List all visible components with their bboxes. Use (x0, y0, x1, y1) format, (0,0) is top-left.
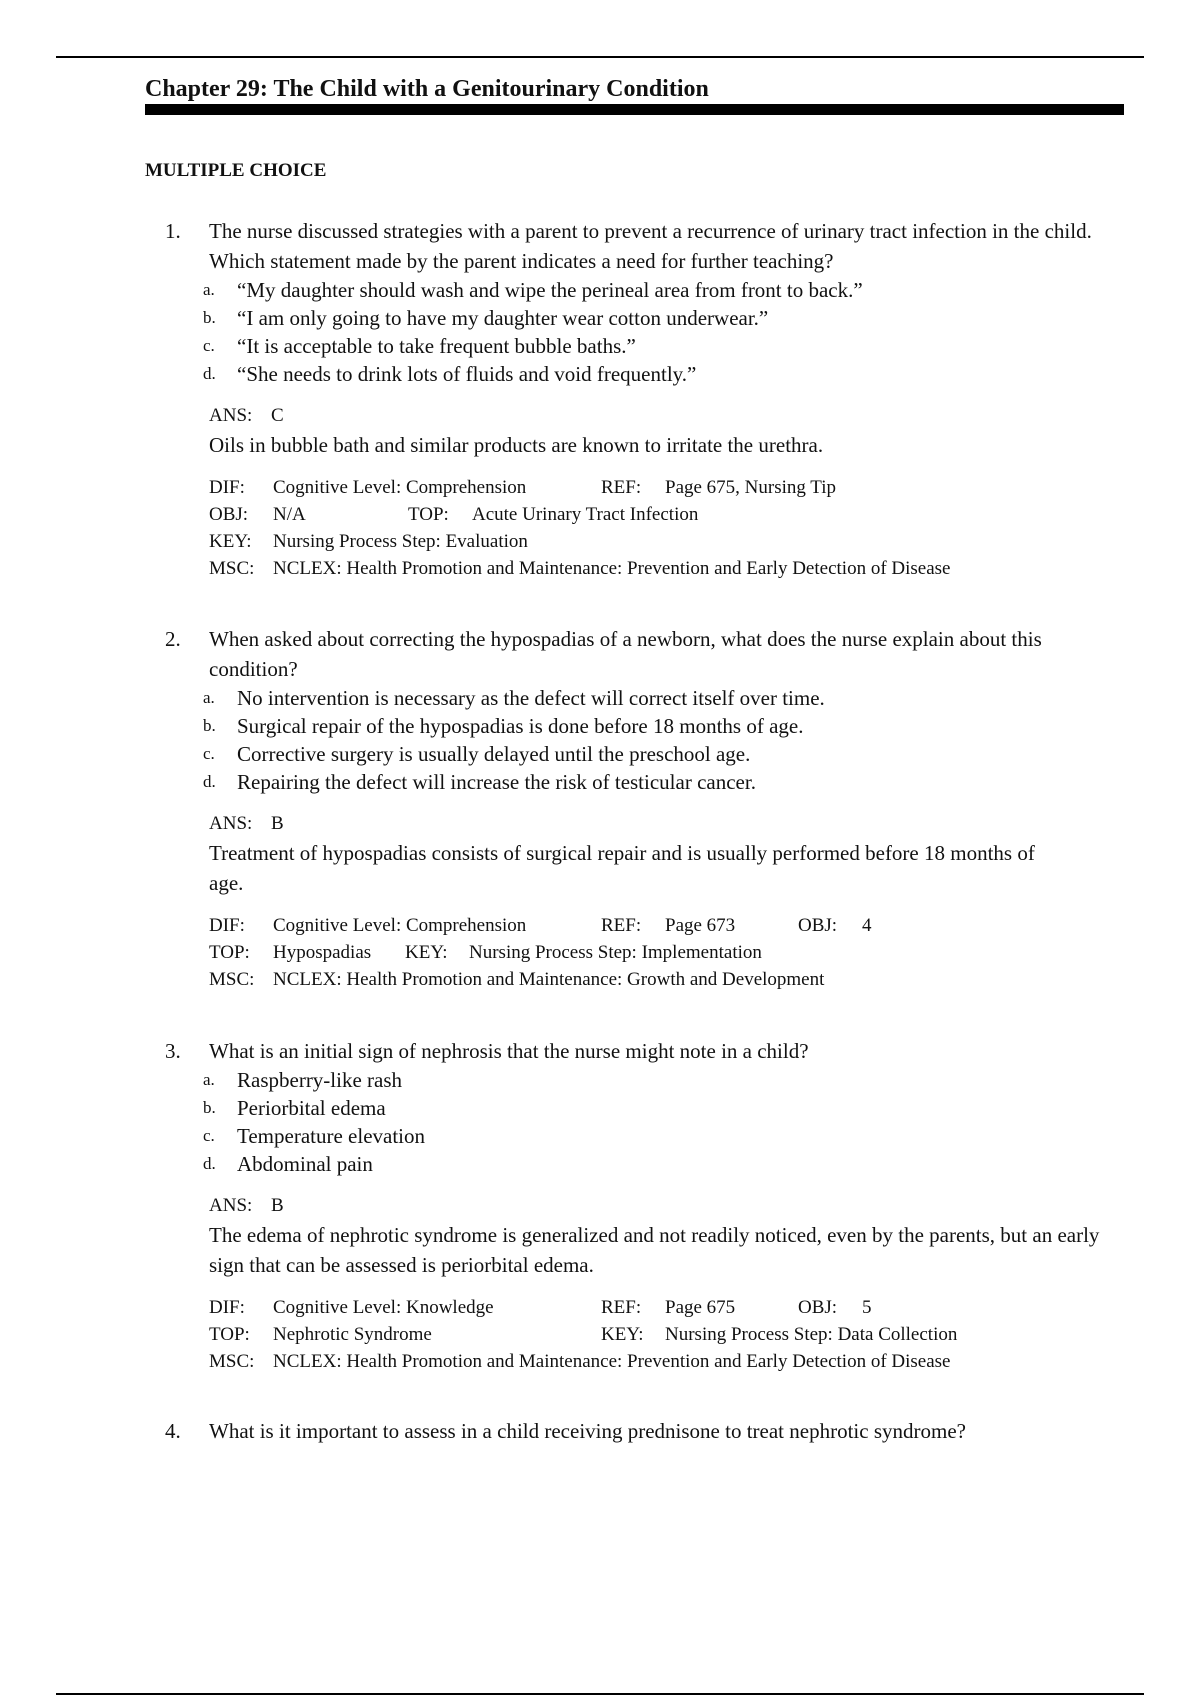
option-label: d. (203, 772, 216, 791)
option-text: Repairing the defect will increase the risk of testicular cancer. (237, 770, 756, 794)
option-b (203, 712, 1125, 740)
msc-value: NCLEX: Health Promotion and Maintenance: Prevention and Early Detection of Disease (273, 558, 951, 579)
msc-label: MSC: (209, 558, 255, 579)
msc-label: MSC: (209, 969, 255, 990)
option-text: Temperature elevation (237, 1124, 426, 1148)
ref-value: Page 675 (665, 1297, 736, 1318)
option-d (203, 360, 1125, 388)
option-b (203, 304, 1125, 332)
answer-value: B (271, 813, 284, 834)
answer-block (209, 1192, 1125, 1280)
option-label: d. (203, 364, 216, 383)
option-list (165, 684, 1125, 796)
option-text: “My daughter should wash and wipe the perineal area from front to back.” (237, 278, 863, 302)
metadata-block (209, 912, 1125, 993)
option-d (203, 1150, 1125, 1178)
option-list (165, 276, 1125, 388)
option-text: Surgical repair of the hypospadias is done before 18 months of age. (237, 714, 804, 738)
dif-value: Cognitive Level: Comprehension (273, 477, 527, 498)
answer-value: B (271, 1195, 284, 1216)
option-label: b. (203, 308, 216, 327)
option-c (203, 332, 1125, 360)
option-list (165, 1066, 1125, 1178)
question-2 (165, 624, 1125, 993)
obj-value: N/A (273, 504, 306, 525)
key-label: KEY: (601, 1324, 644, 1345)
option-text: Raspberry-like rash (237, 1068, 403, 1092)
key-value: Nursing Process Step: Evaluation (273, 531, 528, 552)
ref-label: REF: (601, 915, 642, 936)
answer-label: ANS: (209, 405, 253, 426)
option-text: “I am only going to have my daughter wear cotton underwear.” (237, 306, 769, 330)
question-text: When asked about correcting the hypospadias of a newborn, what does the nurse explain about this condition? (209, 627, 1042, 681)
key-value: Nursing Process Step: Data Collection (665, 1324, 958, 1345)
option-label: a. (203, 1070, 215, 1089)
section-heading: MULTIPLE CHOICE (145, 160, 327, 181)
answer-label: ANS: (209, 813, 253, 834)
option-c (203, 1122, 1125, 1150)
option-text: No intervention is necessary as the defect will correct itself over time. (237, 686, 825, 710)
option-text: Abdominal pain (237, 1152, 373, 1176)
answer-block (209, 402, 1125, 460)
option-b (203, 1094, 1125, 1122)
obj-value: 4 (862, 915, 872, 936)
rationale: The edema of nephrotic syndrome is generalized and not readily noticed, even by the parents, but an early sign that can be assessed is periorbital edema. (209, 1223, 1100, 1277)
msc-label: MSC: (209, 1351, 255, 1372)
question-4 (165, 1416, 1125, 1446)
ref-value: Page 675, Nursing Tip (665, 477, 837, 498)
ref-label: REF: (601, 477, 642, 498)
question-text: What is it important to assess in a child receiving prednisone to treat nephrotic syndrome? (209, 1419, 966, 1443)
answer-value: C (271, 405, 284, 426)
answer-block (209, 810, 1125, 898)
option-label: a. (203, 280, 215, 299)
question-3 (165, 1036, 1125, 1375)
option-label: c. (203, 336, 215, 355)
top-value: Nephrotic Syndrome (273, 1324, 432, 1345)
page-top-rule (56, 56, 1144, 58)
question-1 (165, 216, 1125, 582)
top-label: TOP: (408, 504, 449, 525)
dif-value: Cognitive Level: Knowledge (273, 1297, 494, 1318)
question-stem (165, 624, 1125, 684)
option-label: b. (203, 716, 216, 735)
question-number: 3. (165, 1039, 181, 1063)
msc-value: NCLEX: Health Promotion and Maintenance: Prevention and Early Detection of Disease (273, 1351, 951, 1372)
dif-label: DIF: (209, 1297, 245, 1318)
ref-label: REF: (601, 1297, 642, 1318)
question-stem (165, 1036, 1125, 1066)
msc-value: NCLEX: Health Promotion and Maintenance: Growth and Development (273, 969, 825, 990)
option-d (203, 768, 1125, 796)
option-a (203, 1066, 1125, 1094)
option-label: b. (203, 1098, 216, 1117)
top-label: TOP: (209, 1324, 250, 1345)
dif-label: DIF: (209, 915, 245, 936)
option-label: c. (203, 744, 215, 763)
option-label: d. (203, 1154, 216, 1173)
top-value: Hypospadias (273, 942, 372, 963)
obj-label: OBJ: (798, 1297, 838, 1318)
option-text: “She needs to drink lots of fluids and void frequently.” (237, 362, 697, 386)
title-underline-bar (145, 104, 1124, 115)
top-value: Acute Urinary Tract Infection (472, 504, 699, 525)
obj-value: 5 (862, 1297, 872, 1318)
chapter-title: Chapter 29: The Child with a Genitourinary Condition (145, 76, 709, 102)
metadata-block (209, 1294, 1125, 1375)
top-label: TOP: (209, 942, 250, 963)
obj-label: OBJ: (798, 915, 838, 936)
key-label: KEY: (405, 942, 448, 963)
question-text: What is an initial sign of nephrosis that the nurse might note in a child? (209, 1039, 809, 1063)
ref-value: Page 673 (665, 915, 736, 936)
question-text: The nurse discussed strategies with a parent to prevent a recurrence of urinary tract infection in the child. Which statement made by the parent indicates a need for further teaching? (209, 219, 1092, 273)
option-a (203, 276, 1125, 304)
option-a (203, 684, 1125, 712)
question-stem (165, 216, 1125, 276)
option-text: Periorbital edema (237, 1096, 386, 1120)
option-c (203, 740, 1125, 768)
option-label: a. (203, 688, 215, 707)
option-text: Corrective surgery is usually delayed until the preschool age. (237, 742, 751, 766)
metadata-block (209, 474, 1125, 582)
key-label: KEY: (209, 531, 252, 552)
rationale: Oils in bubble bath and similar products are known to irritate the urethra. (209, 433, 824, 457)
rationale: Treatment of hypospadias consists of surgical repair and is usually performed before 18 months of age. (209, 841, 1035, 895)
answer-label: ANS: (209, 1195, 253, 1216)
question-number: 2. (165, 627, 181, 651)
option-text: “It is acceptable to take frequent bubble baths.” (237, 334, 636, 358)
dif-label: DIF: (209, 477, 245, 498)
question-stem (165, 1416, 1125, 1446)
question-number: 4. (165, 1419, 181, 1443)
obj-label: OBJ: (209, 504, 249, 525)
option-label: c. (203, 1126, 215, 1145)
page-bottom-rule (56, 1693, 1144, 1695)
key-value: Nursing Process Step: Implementation (469, 942, 762, 963)
question-number: 1. (165, 219, 181, 243)
dif-value: Cognitive Level: Comprehension (273, 915, 527, 936)
